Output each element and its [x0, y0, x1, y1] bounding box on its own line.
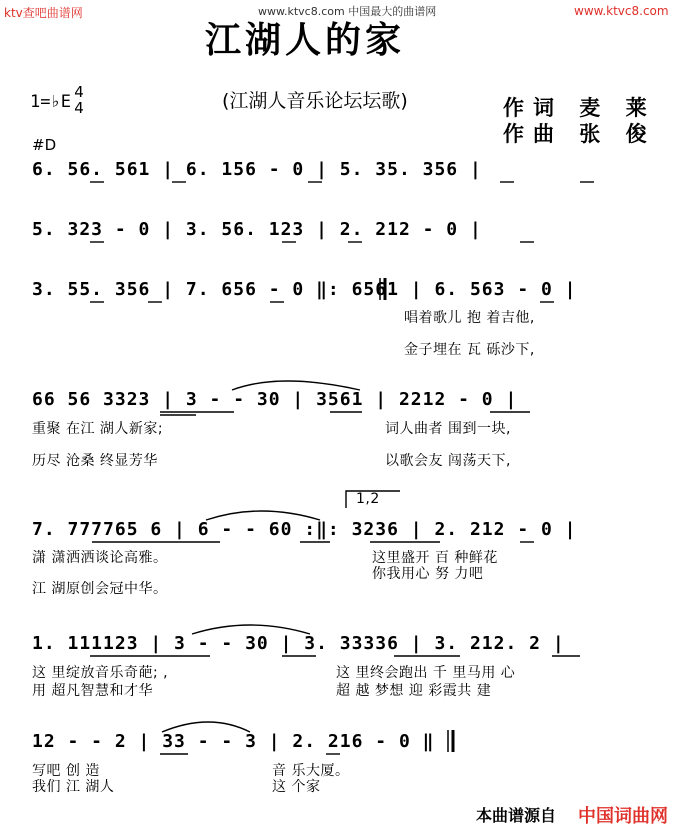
watermark-center: www.ktvc8.com 中国最大的曲谱网 [258, 5, 437, 18]
score-row-3: 3. 55. 356 | 7. 656 - 0 ‖: 6561 | 6. 563 - 0 | [32, 279, 577, 300]
lyric-row-5-line-1: 潇 潇洒洒谈论高雅。 [32, 550, 168, 566]
score-row-4: 66 56 3323 | 3 - - 30 | 3561 | 2212 - 0 | [32, 389, 518, 410]
lyric-row-5-line-1b: 这里盛开 百 种鲜花 [372, 550, 498, 566]
lyric-row-7-line-1b: 音 乐大厦。 [272, 763, 350, 779]
footer-source-label: 本曲谱源自 [476, 806, 557, 825]
lyric-row-7-line-2b: 这 个家 [272, 779, 321, 795]
lyric-row-6-line-1: 这 里绽放音乐奇葩; , [32, 665, 169, 681]
lyric-row-4-line-2b: 以歌会友 闯荡天下, [385, 453, 511, 469]
time-signature-bottom: 4 [74, 99, 84, 117]
score-row-6: 1. 111123 | 3 - - 30 | 3. 33336 | 3. 212. 2 | [32, 633, 565, 654]
tie-arc [206, 511, 320, 520]
lyricist-credit: 作词 麦 莱 [503, 96, 656, 120]
lyric-row-6-line-1b: 这 里终会跑出 千 里马用 心 [336, 665, 516, 681]
volta-label: 1,2 [356, 491, 380, 507]
time-signature-top: 4 [74, 83, 84, 101]
lyric-row-3-line-2: 金子埋在 瓦 砾沙下, [404, 342, 535, 358]
key-signature: 1=♭E [30, 92, 71, 112]
watermark-right: www.ktvc8.com [574, 4, 669, 18]
tie-arc [232, 381, 360, 390]
score-row-5: 7. 777765 6 | 6 - - 60 :‖: 3236 | 2. 212 - 0 | [32, 519, 577, 540]
score-row-1: 6. 56. 561 | 6. 156 - 0 | 5. 35. 356 | [32, 159, 482, 180]
lyric-row-6-line-2: 用 超凡智慧和才华 [32, 683, 153, 699]
song-subtitle: (江湖人音乐论坛坛歌) [222, 90, 408, 112]
lyric-row-4-line-1: 重聚 在江 湖人新家; [32, 421, 164, 437]
lyric-row-6-line-2b: 超 越 梦想 迎 彩霞共 建 [336, 683, 492, 699]
lyric-row-7-line-1: 写吧 创 造 [32, 763, 100, 779]
lyric-row-5-line-2: 江 湖原创会冠中华。 [32, 581, 168, 597]
modulation-marker: #D [32, 136, 57, 154]
score-row-2: 5. 323 - 0 | 3. 56. 123 | 2. 212 - 0 | [32, 219, 482, 240]
lyric-row-5-line-2b: 你我用心 努 力吧 [372, 566, 484, 582]
lyric-row-7-line-2: 我们 江 湖人 [32, 779, 115, 795]
tie-arc [162, 722, 250, 732]
watermark-left: ktv查吧曲谱网 [4, 6, 83, 20]
footer-site-name[interactable]: 中国词曲网 [578, 806, 668, 827]
score-row-7: 12 - - 2 | 33 - - 3 | 2. 216 - 0 ‖ [32, 731, 435, 752]
song-title: 江湖人的家 [205, 19, 406, 61]
tie-arc [192, 625, 310, 634]
composer-credit: 作曲 张 俊 [503, 122, 656, 146]
volta-bracket [346, 491, 400, 508]
lyric-row-4-line-1b: 词人曲者 围到一块, [385, 421, 511, 437]
lyric-row-4-line-2: 历尽 沧桑 终显芳华 [32, 453, 158, 469]
lyric-row-3-line-1: 唱着歌儿 抱 着吉他, [404, 310, 535, 326]
